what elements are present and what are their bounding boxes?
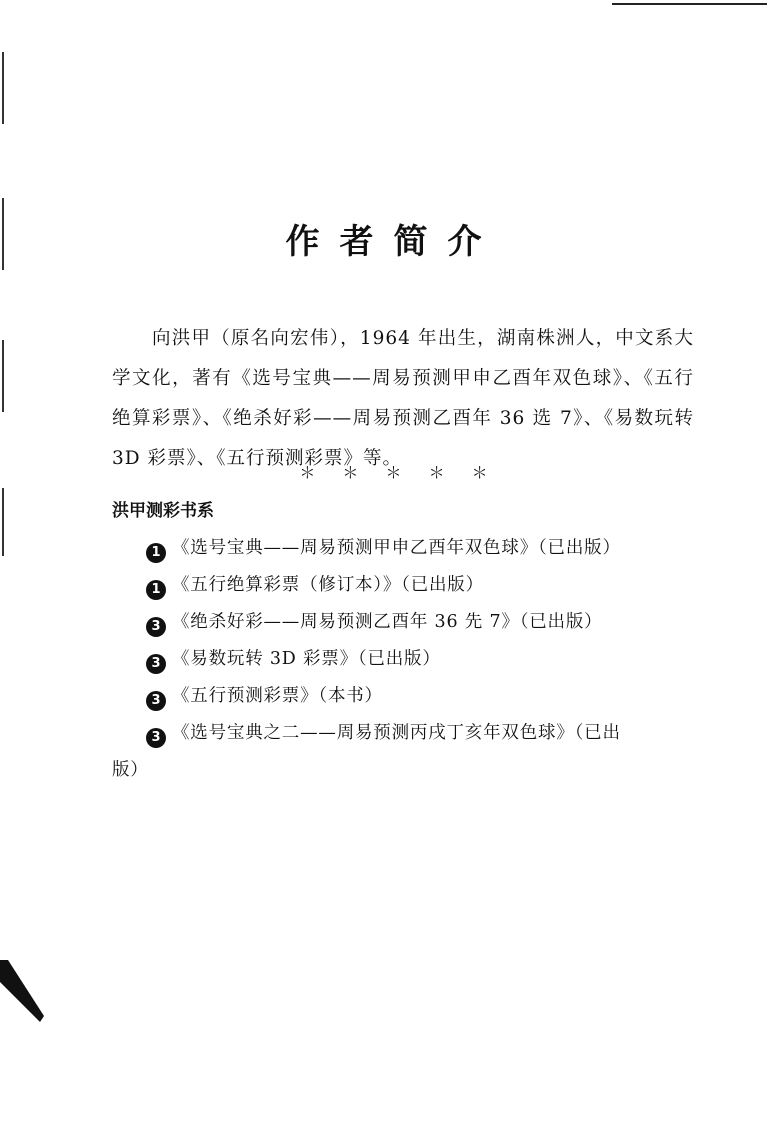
book-title: 《绝杀好彩——周易预测乙酉年 36 先 7》（已出版） [172,612,603,632]
book-title: 《易数玩转 3D 彩票》（已出版） [172,649,441,669]
book-title: 《选号宝典——周易预测甲申乙酉年双色球》（已出版） [172,538,621,558]
scan-edge-mark [2,340,4,412]
section-divider: ＊ ＊ ＊ ＊ ＊ [299,463,488,482]
book-title: 《五行绝算彩票（修订本）》（已出版） [172,575,484,595]
list-item [112,678,692,715]
list-item [112,604,692,641]
book-title: 《五行预测彩票》（本书） [172,686,383,706]
list-item [112,567,692,604]
book-title: 《选号宝典之二——周易预测丙戌丁亥年双色球》（已出 [172,723,621,743]
scan-border-top [612,3,767,5]
author-intro: 向洪甲（原名向宏伟），1964 年出生，湖南株洲人，中文系大学文化，著有《选号宝典——周易预测甲申乙酉年双色球》、《五行绝算彩票》、《绝杀好彩——周易预测乙酉年 36 选 7》、《易数玩转 3D 彩票》、《五行预测彩票》等。 [112,327,694,469]
page-title: 作者简介 [285,222,502,262]
list-item [112,530,692,567]
book-list [112,530,692,789]
numbered-bullet-icon: 1 [146,580,166,600]
numbered-bullet-icon: 1 [146,543,166,563]
numbered-bullet-icon: 3 [146,728,166,748]
scan-edge-mark [2,488,4,556]
book-title-continuation: 版） [112,760,149,780]
list-item [112,715,692,789]
numbered-bullet-icon: 3 [146,654,166,674]
series-heading: 洪甲测彩书系 [112,501,214,521]
scan-corner-shadow [0,960,48,1030]
list-item [112,641,692,678]
scan-edge-mark [2,52,4,124]
numbered-bullet-icon: 3 [146,617,166,637]
numbered-bullet-icon: 3 [146,691,166,711]
